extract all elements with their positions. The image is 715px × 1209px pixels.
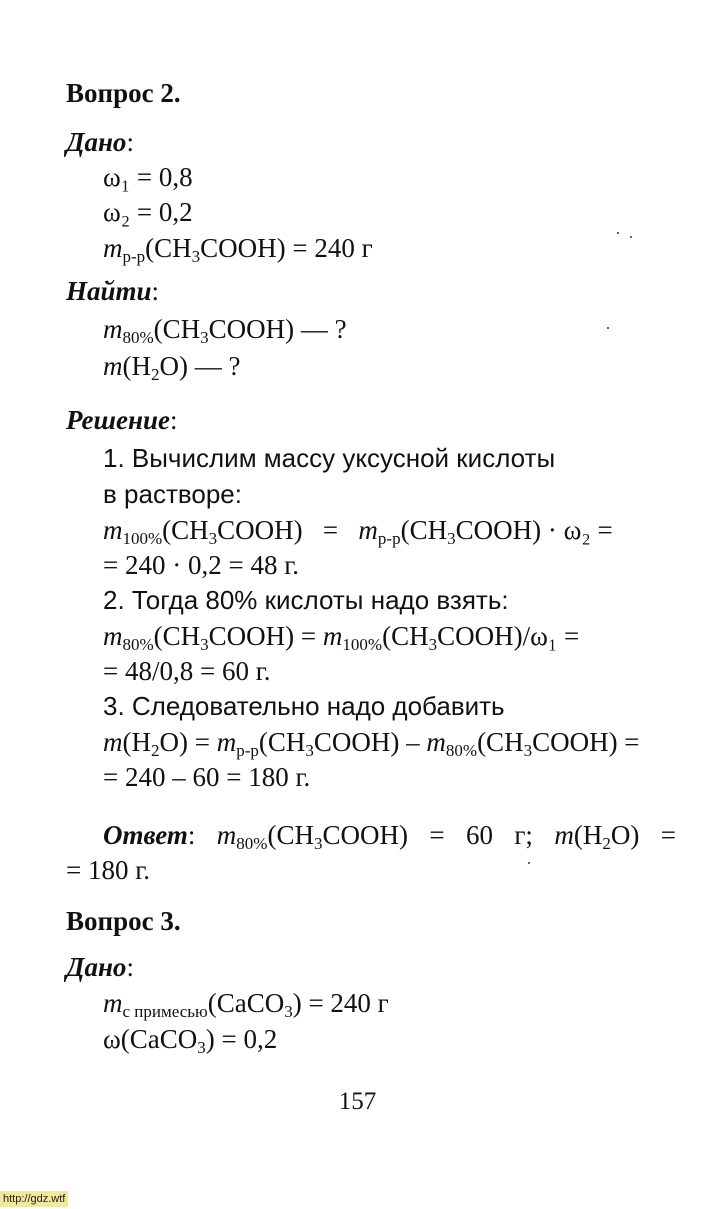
scan-speck [630,236,632,238]
solution-result-3: = 240 – 60 = 180 г. [103,762,311,792]
solution-result-1: = 240 · 0,2 = 48 г. [103,550,299,580]
question-3-title: Вопрос 3. [66,906,181,936]
scan-speck [528,862,530,864]
q3-given-fraction: ω(CaCO$_3$) = 0,2 [103,1024,278,1057]
scan-speck [617,232,619,234]
solution-formula-1: $m_{100\%}(CH_3COOH)$ = $m_{р-р}(CH_3COOH) \cdot \omega_2$ = [103,515,613,548]
q3-given-mass: $m_{с примесью}(CaCO_3) = 240$ г [103,988,389,1021]
solution-heading: Решение: [66,405,178,435]
solution-formula-3: $m(H_2O)$ = $m_{р-р}(CH_3COOH)$ – $m_{80\%}(CH_3COOH)$ = [103,727,640,760]
solution-formula-2: $m_{80\%}(CH_3COOH)$ = $m_{100\%}(CH_3COOH)/\omega_1$ = [103,621,580,654]
answer-line-2: = 180 г. [66,855,151,885]
question-2-title: Вопрос 2. [66,78,181,108]
q3-given-heading: Дано: [66,952,134,982]
find-water-mass: $m(H_2O)$ — ? [103,351,241,384]
page-number: 157 [338,1088,377,1115]
watermark-link[interactable]: http://gdz.wtf [0,1191,68,1207]
solution-step-3: 3. Следовательно надо добавить [103,691,505,721]
scan-speck [607,327,609,329]
find-acid-mass: $m_{80\%}(CH_3COOH)$ — ? [103,314,347,347]
given-heading: Дано: [66,127,134,157]
given-w2: ω₂ = 0,2 [103,197,193,227]
solution-step-1: 1. Вычислим массу уксусной кислоты [103,443,556,473]
solution-result-2: = 48/0,8 = 60 г. [103,656,271,686]
find-heading: Найти: [66,276,160,306]
solution-step-2: 2. Тогда 80% кислоты надо взять: [103,585,509,615]
answer-line: Ответ: $m_{80\%}(CH_3COOH)$ = 60 г; $m(H_2O)$ = [103,820,676,853]
given-solution-mass: $m_{р-р}(CH_3COOH) = 240$ г [103,233,373,266]
solution-step-1-cont: в растворе: [103,479,242,509]
given-w1: ω₁ = 0,8 [103,162,193,192]
